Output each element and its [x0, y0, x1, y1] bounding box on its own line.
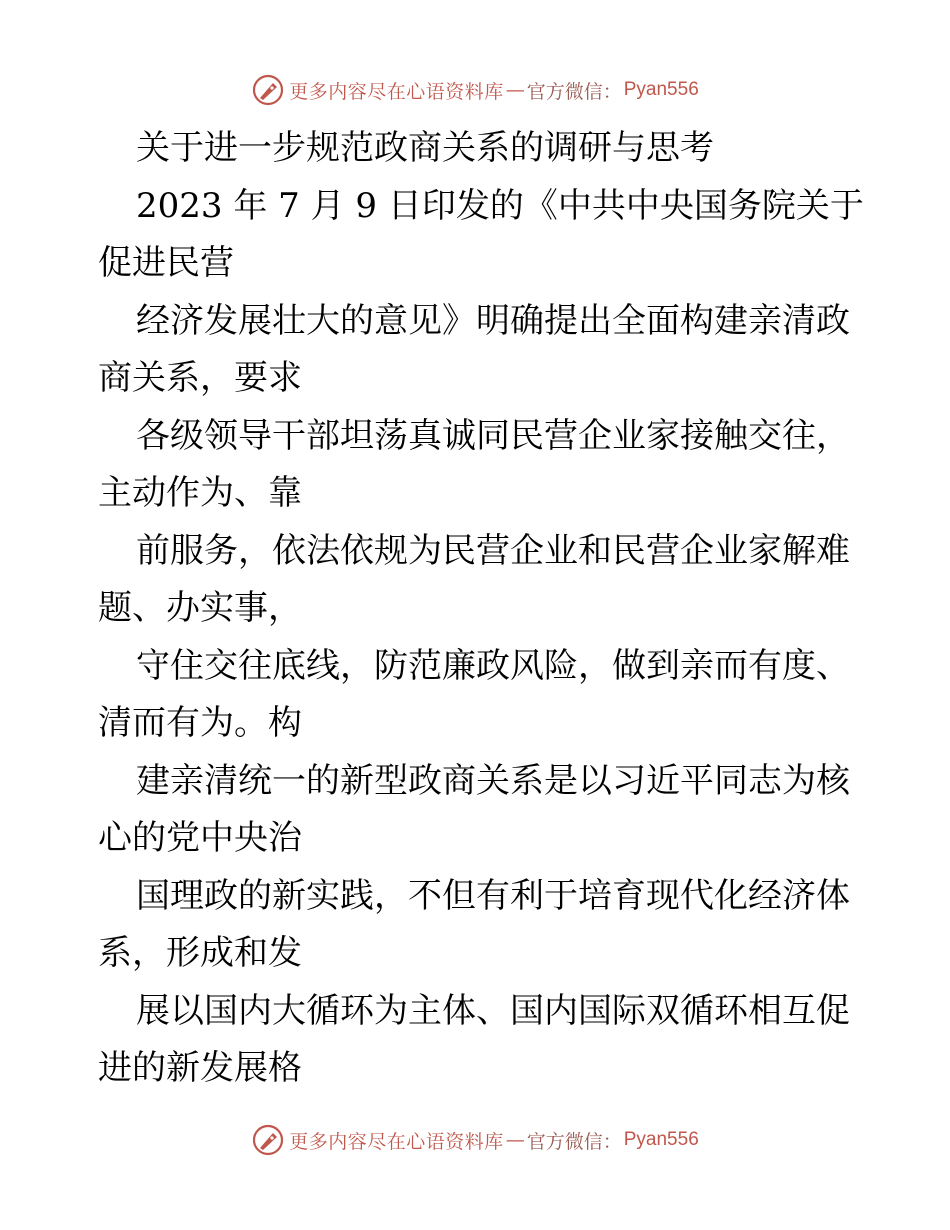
footer-banner	[0, 1120, 950, 1160]
body-line: 商关系，要求	[98, 358, 302, 398]
body-line: 清而有为。构	[98, 703, 302, 743]
body-line: 前服务，依法依规为民营企业和民营企业家解难	[136, 530, 850, 571]
body-line: 进的新发展格	[98, 1048, 302, 1088]
body-line: 经济发展壮大的意见》明确提出全面构建亲清政	[136, 300, 850, 341]
body-line: 守住交往底线，防范廉政风险，做到亲而有度、	[136, 645, 850, 686]
header-banner	[0, 70, 950, 110]
body-line: 系，形成和发	[98, 933, 302, 973]
pen-nib-circle-icon	[251, 1123, 285, 1157]
banner-wechat-id: Pyan556	[623, 79, 699, 100]
body-line: 展以国内大循环为主体、国内国际双循环相互促	[136, 990, 850, 1031]
document-body	[98, 120, 864, 1098]
banner-site-text: 更多内容尽在心语资料库	[289, 80, 504, 103]
body-line: 建亲清统一的新型政商关系是以习近平同志为核	[136, 760, 850, 801]
body-line: 各级领导干部坦荡真诚同民营企业家接触交往，	[136, 415, 850, 456]
document-title: 关于进一步规范政商关系的调研与思考	[136, 128, 714, 168]
pen-nib-circle-icon	[251, 73, 285, 107]
banner-dash: —	[505, 1129, 525, 1151]
banner-wechat-label: 官方微信：	[526, 1130, 622, 1153]
body-line: 促进民营	[98, 243, 234, 283]
body-line: 2023 年 7 月 9 日印发的《中共中央国务院关于	[136, 185, 864, 226]
banner-site-text: 更多内容尽在心语资料库	[289, 1130, 504, 1153]
banner-dash: —	[505, 79, 525, 101]
body-line: 心的党中央治	[98, 818, 302, 858]
body-line: 国理政的新实践，不但有利于培育现代化经济体	[136, 875, 850, 916]
body-line: 题、办实事，	[98, 588, 302, 628]
banner-wechat-id: Pyan556	[623, 1129, 699, 1150]
banner-wechat-label: 官方微信：	[526, 80, 622, 103]
body-line: 主动作为、靠	[98, 473, 302, 513]
